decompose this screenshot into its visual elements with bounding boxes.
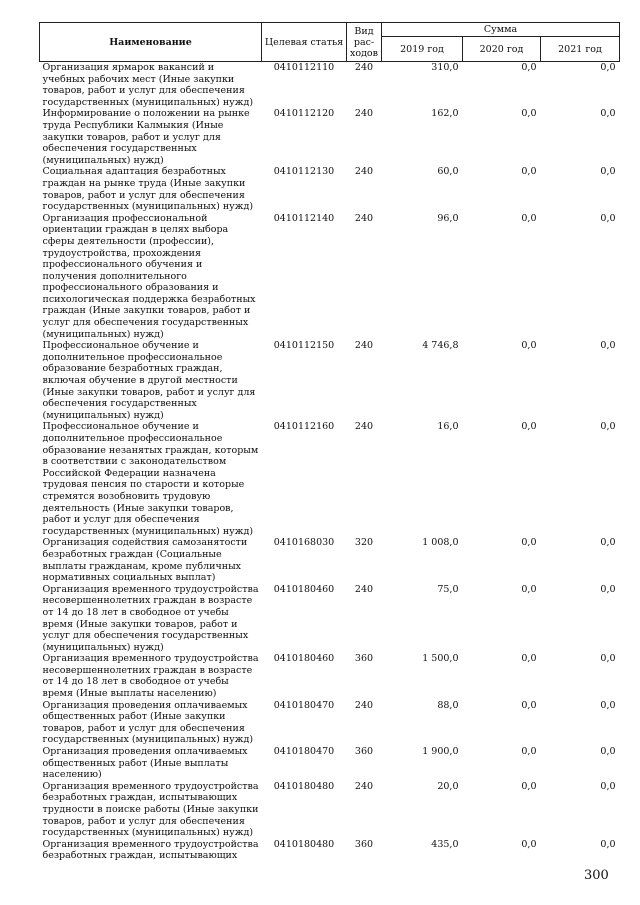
cell-2020: 0,0 — [521, 340, 537, 352]
table-header — [40, 23, 620, 62]
cell-2020: 0,0 — [521, 838, 537, 850]
cell-2021: 0,0 — [600, 62, 616, 73]
cell-2021: 0,0 — [600, 653, 616, 665]
table-row — [40, 213, 620, 341]
table-row — [40, 340, 620, 421]
table-row — [40, 584, 620, 654]
cell-target: 0410112140 — [273, 212, 335, 224]
cell-2020: 0,0 — [521, 780, 537, 792]
cell-name: Организация временного трудоустройства безработных граждан, испытывающих — [42, 838, 259, 862]
cell-target: 0410180470 — [273, 699, 335, 711]
cell-target: 0410180480 — [273, 780, 335, 792]
cell-name: Информирование о положении на рынке труда Республики Калмыкия (Иные закупки товаров, работ и услуг для обеспечения государственных (муниципальных) нужд) — [42, 108, 250, 166]
cell-2021: 0,0 — [600, 340, 616, 352]
cell-target: 0410180470 — [273, 746, 335, 758]
cell-2020: 0,0 — [521, 421, 537, 433]
cell-2019: 60,0 — [437, 166, 459, 178]
cell-2020: 0,0 — [521, 166, 537, 178]
table-row — [40, 108, 620, 166]
budget-table — [39, 22, 620, 862]
table-row — [40, 746, 620, 781]
cell-kind: 240 — [354, 340, 374, 352]
cell-2020: 0,0 — [521, 653, 537, 665]
cell-kind: 240 — [354, 583, 374, 595]
table-row — [40, 62, 620, 109]
cell-2019: 1 008,0 — [422, 537, 459, 549]
cell-2021: 0,0 — [600, 699, 616, 711]
cell-2021: 0,0 — [600, 838, 616, 850]
cell-2021: 0,0 — [600, 212, 616, 224]
cell-kind: 360 — [354, 653, 374, 665]
cell-target: 0410112120 — [273, 108, 335, 120]
cell-target: 0410112150 — [273, 340, 335, 352]
header-kind: Вид рас- ходов — [347, 23, 382, 62]
cell-2019: 4 746,8 — [422, 340, 459, 352]
cell-name: Организация временного трудоустройства безработных граждан, испытывающих трудности в поиске работы (Иные закупки товаров, работ и услуг для обеспечения государственных (муниципальных) нужд) — [42, 780, 259, 839]
cell-2021: 0,0 — [600, 108, 616, 120]
cell-name: Организация временного трудоустройства несовершеннолетних граждан в возрасте от 14 до 18 лет в свободное от учебы время (Иные закупки товаров, работ и услуг для обеспечения государственных (муниципальных) нужд) — [42, 583, 259, 653]
cell-2020: 0,0 — [521, 746, 537, 758]
cell-2021: 0,0 — [600, 537, 616, 549]
cell-kind: 360 — [354, 838, 374, 850]
cell-2019: 96,0 — [437, 212, 459, 224]
cell-2019: 435,0 — [431, 838, 459, 850]
cell-target: 0410180480 — [273, 838, 335, 850]
cell-2019: 1 500,0 — [422, 653, 459, 665]
cell-target: 0410168030 — [273, 537, 335, 549]
cell-2020: 0,0 — [521, 537, 537, 549]
cell-2019: 20,0 — [437, 780, 459, 792]
cell-2019: 310,0 — [431, 62, 459, 73]
cell-target: 0410112160 — [273, 421, 335, 433]
cell-2021: 0,0 — [600, 746, 616, 758]
table-row — [40, 781, 620, 839]
page-number: 300 — [584, 868, 609, 883]
cell-2020: 0,0 — [521, 699, 537, 711]
cell-2019: 75,0 — [437, 583, 459, 595]
cell-2019: 16,0 — [437, 421, 459, 433]
header-name: Наименование — [40, 23, 262, 62]
cell-2019: 88,0 — [437, 699, 459, 711]
cell-target: 0410112130 — [273, 166, 335, 178]
cell-name: Профессиональное обучение и дополнительное профессиональное образование безработных граждан, включая обучение в другой местности (Иные закупки товаров, работ и услуг для обеспечения государственных (муниципальных) нужд) — [42, 340, 256, 421]
cell-kind: 240 — [354, 62, 374, 73]
table-row — [40, 537, 620, 583]
cell-2021: 0,0 — [600, 583, 616, 595]
cell-2020: 0,0 — [521, 212, 537, 224]
cell-name: Социальная адаптация безработных граждан на рынке труда (Иные закупки товаров, работ и услуг для обеспечения государственных (муниципальных) нужд) — [42, 166, 254, 213]
table-row — [40, 653, 620, 699]
table-row — [40, 700, 620, 746]
table-row — [40, 421, 620, 537]
cell-2019: 162,0 — [431, 108, 459, 120]
cell-2021: 0,0 — [600, 780, 616, 792]
table-row — [40, 839, 620, 862]
header-2019: 2019 год — [382, 37, 463, 62]
header-target: Целевая статья — [262, 23, 347, 62]
cell-kind: 240 — [354, 166, 374, 178]
header-2020: 2020 год — [463, 37, 541, 62]
cell-2021: 0,0 — [600, 421, 616, 433]
cell-kind: 240 — [354, 699, 374, 711]
header-sum: Сумма — [382, 23, 620, 37]
cell-2020: 0,0 — [521, 108, 537, 120]
cell-kind: 240 — [354, 421, 374, 433]
cell-name: Профессиональное обучение и дополнительное профессиональное образование незанятых граждан, которым в соответствии с законодательством Российской Федерации назначена трудовая пенсия по старости и которые стремятся возобновить трудовую деятельность (Иные закупки товаров, работ и услуг для обеспечения государственных (муниципальных) нужд) — [42, 421, 259, 537]
table-row — [40, 166, 620, 212]
cell-name: Организация проведения оплачиваемых общественных работ (Иные закупки товаров, работ и услуг для обеспечения государственных (муниципальных) нужд) — [42, 699, 254, 746]
cell-2021: 0,0 — [600, 166, 616, 178]
cell-target: 0410180460 — [273, 653, 335, 665]
cell-kind: 240 — [354, 108, 374, 120]
cell-target: 0410180460 — [273, 583, 335, 595]
cell-2020: 0,0 — [521, 62, 537, 73]
cell-name: Организация содействия самозанятости безработных граждан (Социальные выплаты гражданам, кроме публичных нормативных социальных выплат) — [42, 537, 248, 584]
cell-2020: 0,0 — [521, 583, 537, 595]
header-2021: 2021 год — [541, 37, 620, 62]
cell-target: 0410112110 — [273, 62, 335, 73]
cell-kind: 320 — [354, 537, 374, 549]
table-body — [40, 62, 620, 862]
cell-kind: 360 — [354, 746, 374, 758]
cell-name: Организация временного трудоустройства несовершеннолетних граждан в возрасте от 14 до 18 лет в свободное от учебы время (Иные выплаты населению) — [42, 653, 259, 700]
cell-kind: 240 — [354, 780, 374, 792]
cell-2019: 1 900,0 — [422, 746, 459, 758]
cell-name: Организация ярмарок вакансий и учебных рабочих мест (Иные закупки товаров, работ и услуг для обеспечения государственных (муниципальных) нужд) — [42, 62, 254, 108]
cell-kind: 240 — [354, 212, 374, 224]
cell-name: Организация проведения оплачиваемых общественных работ (Иные выплаты населению) — [42, 746, 248, 781]
cell-name: Организация профессиональной ориентации граждан в целях выбора сферы деятельности (профессии), трудоустройства, прохождения профессионального обучения и получения дополнительного профессионального образования и психологическая поддержка безработных граждан (Иные закупки товаров, работ и услуг для обеспечения государственных (муниципальных) нужд) — [42, 212, 256, 340]
